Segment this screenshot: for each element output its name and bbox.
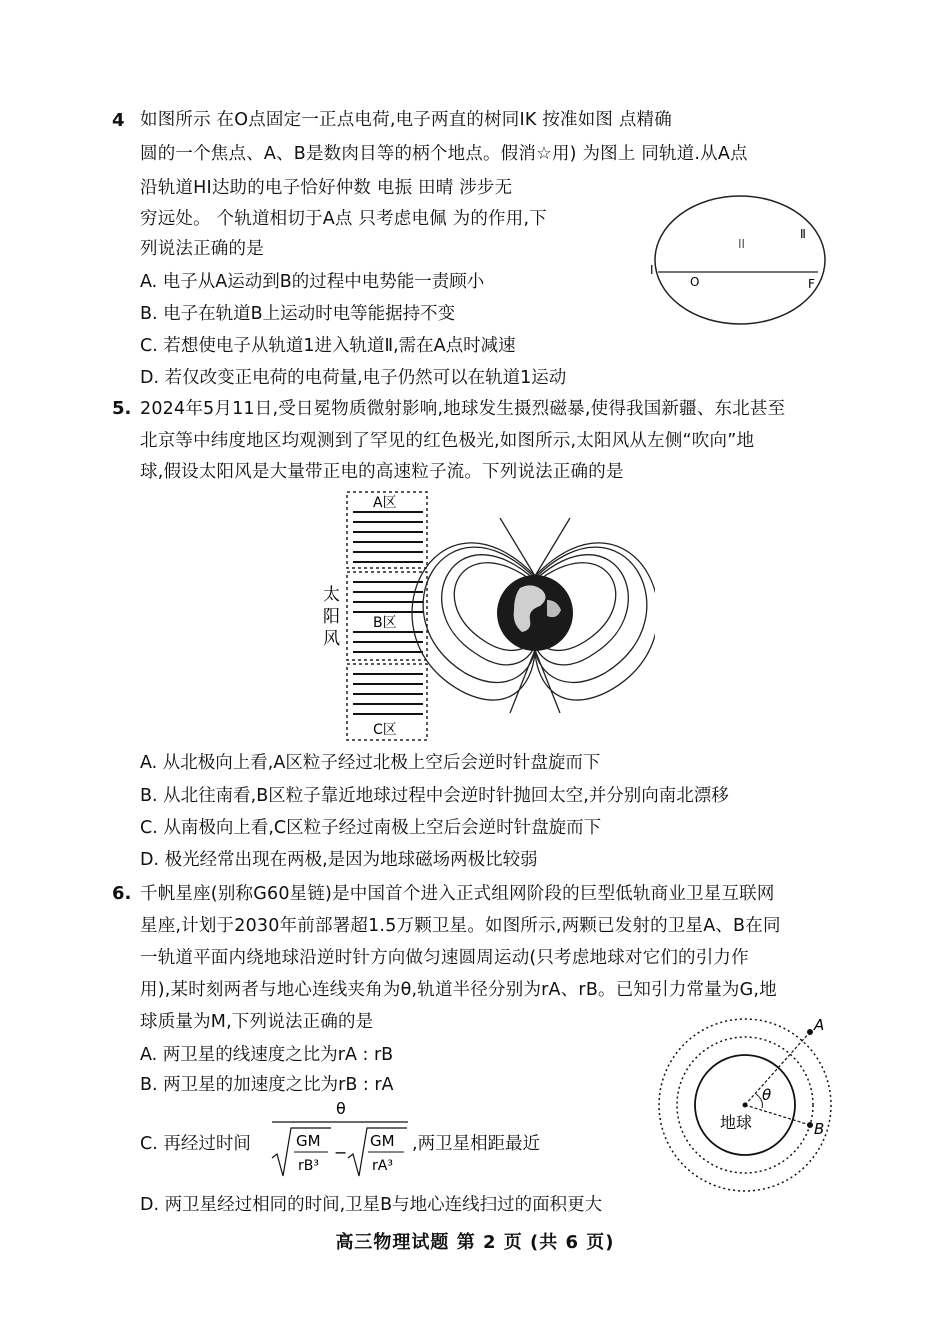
q4-line-5: 列说法正确的是 bbox=[140, 239, 264, 259]
q6-number: 6. bbox=[112, 883, 132, 904]
q6-line-2: 星座,计划于2030年前部署超1.5万颗卫星。如图所示,两颗已发射的卫星A、B在同 bbox=[140, 916, 781, 936]
q4-option-d: D. 若仅改变正电荷的电荷量,电子仍然可以在轨道1运动 bbox=[140, 368, 567, 388]
line-to-b bbox=[745, 1105, 810, 1125]
q4-line-1: 如图所示 在O点固定一正点电荷,电子两直的树同IK 按准如图 点精确 bbox=[140, 110, 672, 130]
q4-label-o: O bbox=[690, 275, 700, 289]
q4-option-a: A. 电子从A运动到B的过程中电势能一责顾小 bbox=[140, 272, 485, 292]
solar-wind-char-1: 太 bbox=[323, 585, 340, 605]
formula-ra: rA³ bbox=[372, 1158, 393, 1174]
q4-label-side: I bbox=[650, 263, 654, 277]
q6-option-b: B. 两卫星的加速度之比为rB : rA bbox=[140, 1075, 394, 1095]
q6-line-1: 千帆星座(别称G60星链)是中国首个进入正式组网阶段的巨型低轨商业卫星互联网 bbox=[140, 884, 775, 904]
label-b: B bbox=[814, 1120, 825, 1138]
satellite-a bbox=[807, 1029, 813, 1035]
formula-gm-1: GM bbox=[296, 1132, 321, 1150]
q5-option-b: B. 从北往南看,B区粒子靠近地球过程中会逆时针抛回太空,并分别向南北漂移 bbox=[140, 786, 729, 806]
q4-label-f: F bbox=[808, 277, 815, 291]
label-theta: θ bbox=[762, 1086, 772, 1104]
q6-line-4: 用),某时刻两者与地心连线夹角为θ,轨道半径分别为rA、rB。已知引力常量为G,地 bbox=[140, 980, 777, 1000]
solar-wind-char-3: 风 bbox=[323, 629, 340, 649]
q5-figure bbox=[315, 488, 655, 743]
q4-number: 4 bbox=[112, 110, 125, 131]
q6-option-c-suffix: ,两卫星相距最近 bbox=[412, 1134, 541, 1154]
q4-label-ii: II bbox=[738, 237, 746, 251]
q5-line-3: 球,假设太阳风是大量带正电的高速粒子流。下列说法正确的是 bbox=[140, 462, 624, 482]
q6-figure bbox=[650, 1010, 860, 1200]
q5-option-c: C. 从南极向上看,C区粒子经过南极上空后会逆时针盘旋而下 bbox=[140, 818, 602, 838]
q6-option-d: D. 两卫星经过相同的时间,卫星B与地心连线扫过的面积更大 bbox=[140, 1195, 603, 1215]
line-to-a bbox=[745, 1032, 810, 1105]
q4-option-b: B. 电子在轨道B上运动时电等能据持不变 bbox=[140, 304, 456, 324]
page-footer: 高三物理试题 第 2 页 (共 6 页) bbox=[335, 1232, 615, 1253]
q6-option-a: A. 两卫星的线速度之比为rA : rB bbox=[140, 1045, 394, 1065]
solar-wind-char-2: 阳 bbox=[323, 607, 340, 627]
q5-option-a: A. 从北极向上看,A区粒子经过北极上空后会逆时针盘旋而下 bbox=[140, 753, 601, 773]
formula-rb: rB³ bbox=[298, 1158, 319, 1174]
q6-line-3: 一轨道平面内绕地球沿逆时针方向做匀速圆周运动(只考虑地球对它们的引力作 bbox=[140, 948, 749, 968]
q4-label-top: Ⅱ bbox=[800, 227, 806, 241]
q4-line-2: 圆的一个焦点、A、B是数肉目等的柄个地点。假消☆用) 为图上 同轨道.从A点 bbox=[140, 144, 748, 164]
q4-ellipse-orbit bbox=[655, 196, 825, 324]
formula-numerator: θ bbox=[336, 1099, 346, 1118]
formula-minus: − bbox=[334, 1143, 348, 1162]
zone-b-label: B区 bbox=[373, 615, 397, 631]
q6-option-c-formula bbox=[268, 1098, 413, 1180]
q4-figure bbox=[640, 190, 840, 330]
q5-number: 5. bbox=[112, 398, 132, 419]
zone-a-label: A区 bbox=[373, 495, 397, 511]
q4-line-4: 穷远处。 个轨道相切于A点 只考虑电佩 为的作用,下 bbox=[140, 209, 547, 229]
q4-option-c: C. 若想使电子从轨道1进入轨道Ⅱ,需在A点时减速 bbox=[140, 336, 516, 356]
q5-line-2: 北京等中纬度地区均观测到了罕见的红色极光,如图所示,太阳风从左侧“吹向”地 bbox=[140, 431, 755, 451]
formula-gm-2: GM bbox=[370, 1132, 395, 1150]
q6-line-5: 球质量为M,下列说法正确的是 bbox=[140, 1012, 374, 1032]
label-a: A bbox=[814, 1016, 825, 1034]
q6-option-c-prefix: C. 再经过时间 bbox=[140, 1134, 251, 1154]
q5-line-1: 2024年5月11日,受日冕物质微射影响,地球发生摄烈磁暴,使得我国新疆、东北甚至 bbox=[140, 399, 786, 419]
satellite-b bbox=[807, 1122, 813, 1128]
label-earth: 地球 bbox=[720, 1113, 753, 1132]
q4-line-3: 沿轨道HI达助的电子恰好仲数 电振 田晴 涉步无 bbox=[140, 178, 513, 198]
zone-c-label: C区 bbox=[373, 722, 397, 738]
q5-option-d: D. 极光经常出现在两极,是因为地球磁场两极比较弱 bbox=[140, 850, 538, 870]
